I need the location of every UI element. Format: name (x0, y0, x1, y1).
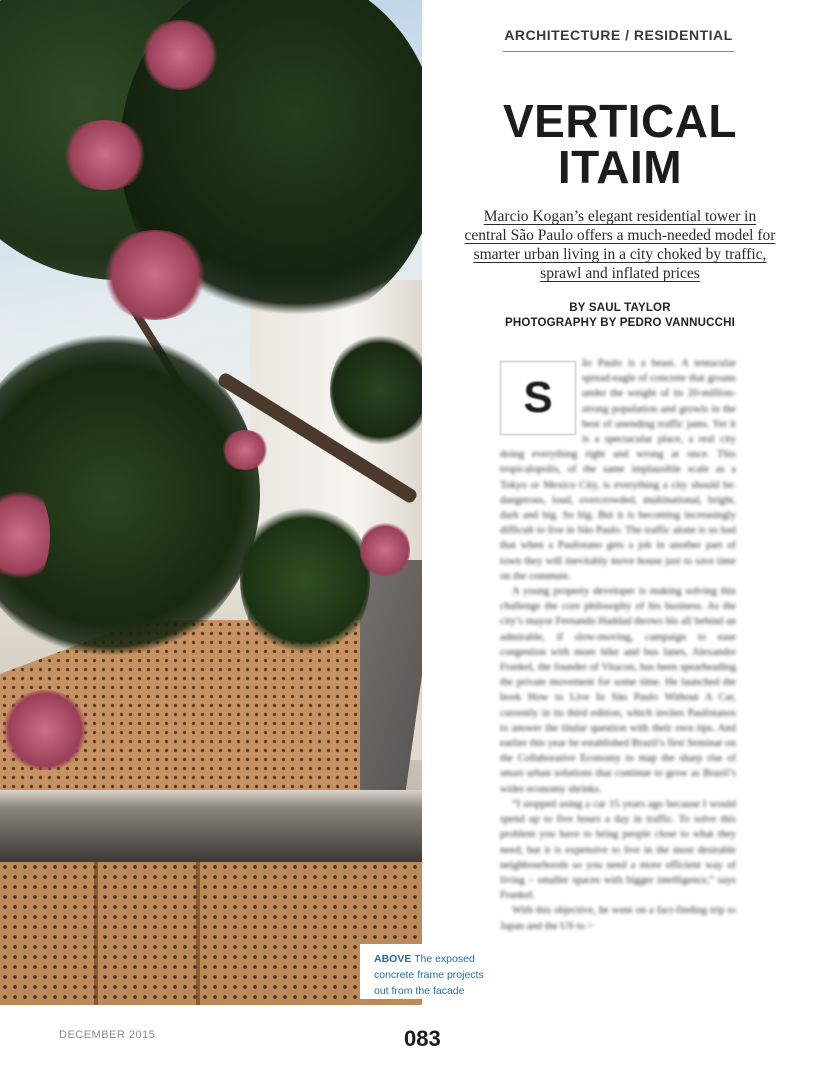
photo-foliage (330, 330, 422, 450)
article-title (470, 95, 770, 193)
body-paragraph: A young property developer is making solving this challenge the core philosophy of his business. As the city’s mayor Fernando Haddad throws his all behind an admirable, if slow-moving, campaign to ease congestion with more bike and bus lanes, Alexandre Frankel, the founder of Vitacon, has been spearheading the private movement for some time. He launched the book How to Live In São Paulo Without A Car, currently in its third edition, which invites Paulistanos to answer the titular question with their own tips. And earlier this year he established Brazil’s first Seminar on the Collaborative Economy to map the sharp rise of smart urban solutions that continue to grow as Brazil’s wider economy shrinks. (500, 586, 736, 795)
body-paragraph: With this objective, he went on a fact-finding trip to Japan and the US to > (500, 905, 736, 932)
credits (470, 301, 770, 331)
caption-text: The exposed concrete frame projects out from the facade (374, 953, 484, 997)
standfirst-line: smarter urban living in a city choked by traffic, (473, 246, 767, 263)
photo-blossom (100, 230, 210, 320)
standfirst (445, 207, 795, 283)
photo-blossom (60, 120, 150, 190)
page-number: 083 (404, 1026, 441, 1051)
article-body (500, 356, 736, 1008)
photo-blossom (140, 20, 220, 90)
title-line-2: ITAIM (557, 141, 683, 193)
photo-concrete-slab (0, 790, 422, 862)
section-kicker: ARCHITECTURE / RESIDENTIAL (503, 27, 734, 52)
standfirst-line: Marcio Kogan’s elegant residential tower in (483, 208, 757, 225)
photo-credit: PHOTOGRAPHY BY PEDRO VANNUCCHI (504, 317, 736, 329)
drop-cap: S (500, 361, 576, 435)
footer-date: DECEMBER 2015 (59, 1029, 156, 1041)
photo-blossom (360, 520, 410, 580)
standfirst-line: sprawl and inflated prices (540, 265, 700, 282)
photo-blossom (0, 690, 90, 770)
byline: BY SAUL TAYLOR (569, 302, 671, 314)
body-paragraph: ão Paulo is a beast. A tentacular spread-eagle of concrete that groans under the weight of its 20-million-strong population and growls in the heat of unending traffic jams. Yet it is a spectacular place, a real city doing everything right and wrong at once. This tropicalopolis, of the same implausible scale as a Tokyo or Mexico City, is everything a city should be: dangerous, loud, overcrowded, multinational, bright, dark and big. So big. But it is becoming increasingly difficult to live in São Paulo. The traffic alone is so bad that when a Paulistano gets a job in another part of town they will inevitably move house just to save time on the commute. (500, 358, 736, 582)
photo-caption (360, 944, 492, 999)
photo-lower-wood-screen (0, 862, 422, 1005)
photo-blossom (220, 430, 270, 470)
caption-label: ABOVE (374, 953, 412, 965)
body-paragraph: “I stopped using a car 15 years ago because I would spend up to five hours a day in traffic. To solve this problem you have to bring people close to what they need; but it is expensive to live in the most desirable neighbourhoods so you need a more efficient way of living – smaller spaces with bigger intelligence,” says Frankel. (500, 798, 736, 902)
title-line-1: VERTICAL (503, 95, 737, 147)
standfirst-line: central São Paulo offers a much-needed model for (464, 227, 776, 244)
photo-foliage (240, 500, 370, 660)
hero-photo (0, 0, 422, 1005)
